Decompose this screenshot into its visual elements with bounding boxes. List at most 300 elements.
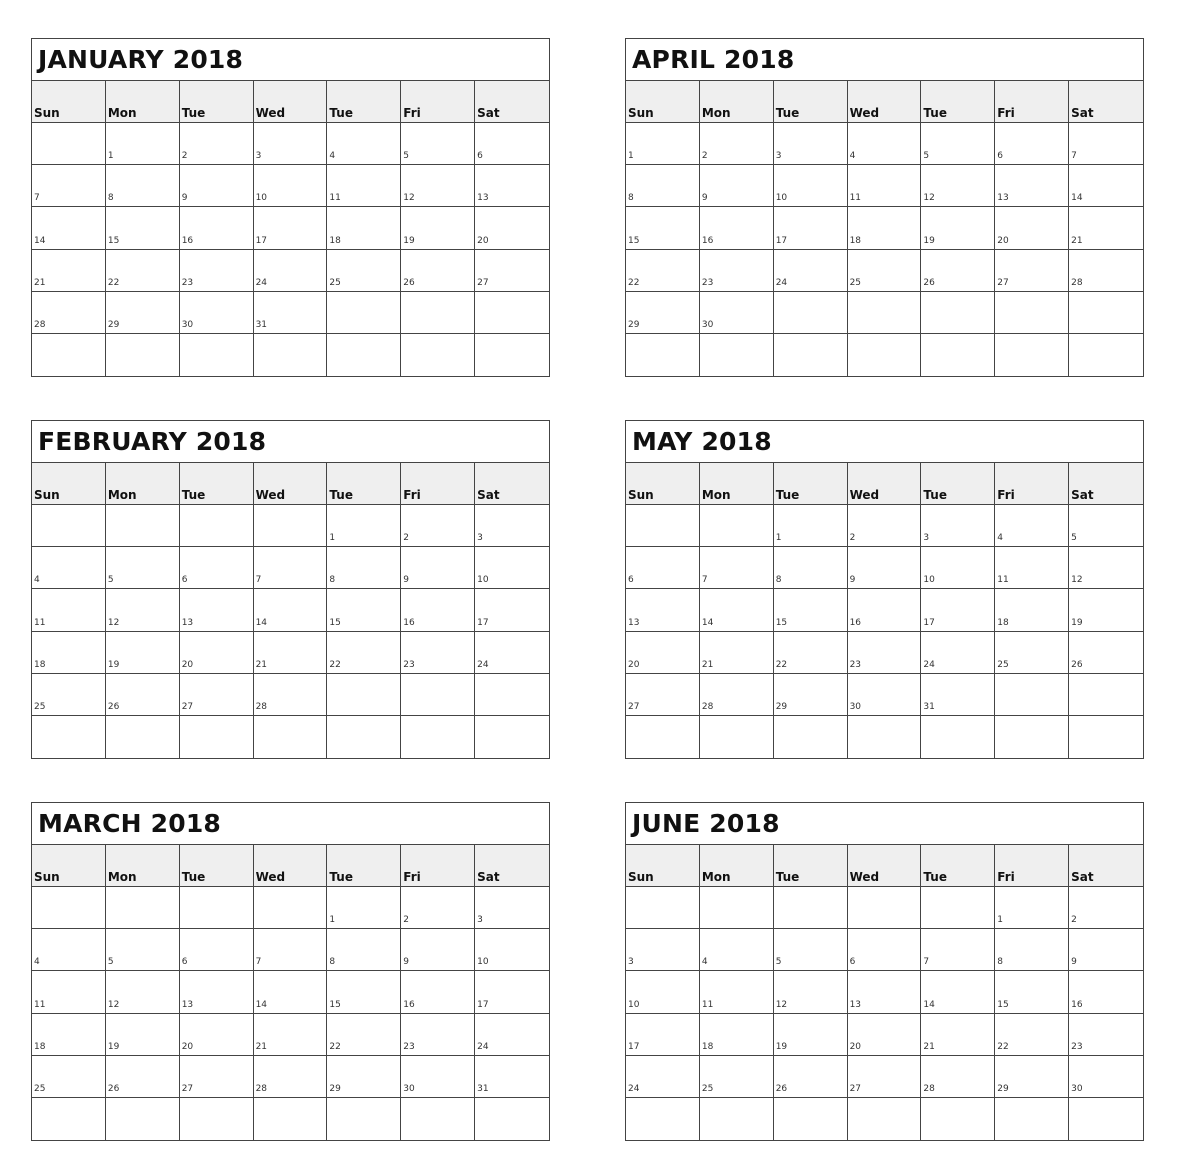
day-cell xyxy=(700,1014,774,1056)
day-number: 2 xyxy=(701,151,708,162)
month-calendar xyxy=(625,38,1144,377)
day-number: 18 xyxy=(34,659,46,670)
day-cell xyxy=(32,1098,106,1140)
day-number: 30 xyxy=(1071,1083,1083,1094)
weekday-label: Tue xyxy=(923,106,947,120)
day-number: 23 xyxy=(849,659,862,670)
day-number: 30 xyxy=(181,319,194,330)
day-number: 3 xyxy=(477,533,483,544)
day-cell xyxy=(1069,207,1143,249)
day-cell xyxy=(106,1014,180,1056)
day-number: 29 xyxy=(628,319,640,330)
day-cell xyxy=(475,547,549,589)
day-cell xyxy=(254,716,328,758)
day-number: 15 xyxy=(997,999,1009,1010)
day-number: 20 xyxy=(477,235,489,246)
day-cell xyxy=(626,674,700,716)
day-number: 10 xyxy=(775,193,788,204)
day-number: 4 xyxy=(329,151,336,162)
day-cell xyxy=(254,165,328,207)
day-number: 14 xyxy=(255,617,268,628)
day-number: 24 xyxy=(477,659,489,670)
month-title: APRIL 2018 xyxy=(626,39,1143,81)
day-cell xyxy=(475,589,549,631)
weekday-header xyxy=(401,81,475,123)
day-number: 27 xyxy=(181,1083,194,1094)
day-cell xyxy=(995,971,1069,1013)
day-number: 3 xyxy=(477,915,483,926)
weekday-header xyxy=(401,845,475,887)
weekday-header xyxy=(700,845,774,887)
weekday-label: Fri xyxy=(997,488,1015,502)
day-number: 27 xyxy=(628,701,640,712)
day-cell xyxy=(1069,123,1143,165)
day-number: 24 xyxy=(923,659,935,670)
day-cell xyxy=(1069,674,1143,716)
day-number: 18 xyxy=(997,617,1009,628)
weekday-label: Sun xyxy=(34,488,60,502)
day-cell xyxy=(327,1056,401,1098)
day-number: 21 xyxy=(701,659,714,670)
day-number: 24 xyxy=(775,277,788,288)
day-number: 14 xyxy=(923,999,935,1010)
weekday-header xyxy=(327,845,401,887)
day-cell xyxy=(254,929,328,971)
day-number: 22 xyxy=(329,659,341,670)
day-number: 8 xyxy=(329,575,336,586)
day-number: 14 xyxy=(255,999,268,1010)
day-cell xyxy=(401,1098,475,1140)
weekday-header xyxy=(700,81,774,123)
day-number: 21 xyxy=(1071,235,1083,246)
day-number: 1 xyxy=(107,151,114,162)
day-number: 23 xyxy=(1071,1041,1083,1052)
day-number: 10 xyxy=(923,575,935,586)
day-cell xyxy=(180,207,254,249)
calendar-grid xyxy=(626,463,1143,758)
day-cell xyxy=(626,505,700,547)
day-cell xyxy=(106,1098,180,1140)
day-number: 16 xyxy=(403,617,415,628)
day-number: 25 xyxy=(34,701,46,712)
day-cell xyxy=(1069,165,1143,207)
day-cell xyxy=(401,1014,475,1056)
day-cell xyxy=(106,165,180,207)
day-cell xyxy=(1069,505,1143,547)
day-cell xyxy=(626,1014,700,1056)
day-cell xyxy=(700,674,774,716)
weekday-header xyxy=(180,81,254,123)
day-cell xyxy=(700,207,774,249)
day-cell xyxy=(180,292,254,334)
day-number: 25 xyxy=(34,1083,46,1094)
day-cell xyxy=(774,674,848,716)
day-number: 10 xyxy=(477,575,489,586)
day-cell xyxy=(1069,250,1143,292)
weekday-header xyxy=(327,81,401,123)
day-number: 4 xyxy=(997,533,1004,544)
weekday-header xyxy=(32,845,106,887)
day-cell xyxy=(774,505,848,547)
day-cell xyxy=(626,716,700,758)
day-number: 5 xyxy=(1071,533,1077,544)
weekday-header xyxy=(106,463,180,505)
day-cell xyxy=(700,589,774,631)
day-cell xyxy=(848,165,922,207)
weekday-header xyxy=(1069,845,1143,887)
day-cell xyxy=(106,632,180,674)
weekday-header xyxy=(848,463,922,505)
weekday-label: Wed xyxy=(255,870,286,884)
weekday-label: Mon xyxy=(701,870,731,884)
day-cell xyxy=(401,716,475,758)
day-cell xyxy=(327,971,401,1013)
day-cell xyxy=(774,207,848,249)
day-cell xyxy=(180,165,254,207)
day-number: 9 xyxy=(403,575,410,586)
day-cell xyxy=(1069,971,1143,1013)
weekday-label: Sat xyxy=(1071,870,1094,884)
weekday-label: Tue xyxy=(329,870,353,884)
day-number: 27 xyxy=(181,701,194,712)
weekday-header xyxy=(32,463,106,505)
day-cell xyxy=(921,505,995,547)
day-number: 12 xyxy=(107,617,120,628)
day-number: 25 xyxy=(701,1083,714,1094)
day-cell xyxy=(327,674,401,716)
day-cell xyxy=(106,589,180,631)
day-number: 21 xyxy=(255,659,268,670)
day-number: 8 xyxy=(775,575,782,586)
day-number: 5 xyxy=(775,957,782,968)
month-title: JUNE 2018 xyxy=(626,803,1143,845)
day-cell xyxy=(921,292,995,334)
day-number: 31 xyxy=(255,319,268,330)
day-number: 7 xyxy=(34,193,40,204)
day-cell xyxy=(1069,1098,1143,1140)
day-cell xyxy=(848,632,922,674)
day-cell xyxy=(848,207,922,249)
day-cell xyxy=(700,929,774,971)
day-cell xyxy=(254,207,328,249)
day-cell xyxy=(774,292,848,334)
weekday-header xyxy=(626,463,700,505)
day-cell xyxy=(774,887,848,929)
calendar-grid xyxy=(626,81,1143,376)
day-cell xyxy=(475,1056,549,1098)
day-number: 26 xyxy=(775,1083,788,1094)
day-cell xyxy=(774,547,848,589)
day-cell xyxy=(32,334,106,376)
day-number: 13 xyxy=(849,999,862,1010)
weekday-label: Sun xyxy=(628,870,654,884)
day-number: 20 xyxy=(181,1041,194,1052)
day-number: 11 xyxy=(34,999,46,1010)
weekday-label: Tue xyxy=(923,870,947,884)
day-cell xyxy=(327,1098,401,1140)
day-number: 28 xyxy=(923,1083,935,1094)
day-cell xyxy=(106,887,180,929)
weekday-label: Tue xyxy=(775,488,800,502)
day-number: 1 xyxy=(628,151,634,162)
weekday-header xyxy=(1069,463,1143,505)
day-cell xyxy=(475,1098,549,1140)
day-cell xyxy=(401,505,475,547)
day-cell xyxy=(254,250,328,292)
day-cell xyxy=(327,929,401,971)
day-number: 12 xyxy=(403,193,415,204)
weekday-header xyxy=(995,81,1069,123)
day-cell xyxy=(626,1056,700,1098)
weekday-label: Sat xyxy=(477,488,500,502)
day-number: 9 xyxy=(181,193,188,204)
day-cell xyxy=(700,123,774,165)
weekday-header xyxy=(921,845,995,887)
day-cell xyxy=(921,334,995,376)
day-number: 28 xyxy=(34,319,46,330)
weekday-header xyxy=(774,81,848,123)
day-number: 5 xyxy=(107,575,114,586)
day-cell xyxy=(401,250,475,292)
day-cell xyxy=(626,1098,700,1140)
day-number: 24 xyxy=(628,1083,640,1094)
day-number: 16 xyxy=(849,617,862,628)
day-number: 19 xyxy=(1071,617,1083,628)
day-cell xyxy=(995,674,1069,716)
day-cell xyxy=(995,589,1069,631)
day-number: 23 xyxy=(403,1041,415,1052)
day-cell xyxy=(995,292,1069,334)
day-cell xyxy=(180,887,254,929)
weekday-header xyxy=(626,81,700,123)
day-cell xyxy=(995,123,1069,165)
day-number: 18 xyxy=(849,235,862,246)
day-cell xyxy=(848,1014,922,1056)
weekday-header xyxy=(401,463,475,505)
day-cell xyxy=(848,971,922,1013)
day-cell xyxy=(1069,887,1143,929)
day-number: 16 xyxy=(701,235,714,246)
weekday-header xyxy=(32,81,106,123)
day-cell xyxy=(995,250,1069,292)
day-cell xyxy=(995,1098,1069,1140)
weekday-header xyxy=(254,463,328,505)
day-number: 23 xyxy=(701,277,714,288)
day-number: 9 xyxy=(701,193,708,204)
day-number: 29 xyxy=(997,1083,1009,1094)
day-cell xyxy=(254,292,328,334)
day-number: 28 xyxy=(701,701,714,712)
weekday-label: Tue xyxy=(329,106,353,120)
day-number: 28 xyxy=(1071,277,1083,288)
weekday-label: Fri xyxy=(997,106,1015,120)
day-cell xyxy=(848,123,922,165)
day-number: 22 xyxy=(775,659,788,670)
day-number: 29 xyxy=(107,319,120,330)
day-cell xyxy=(106,505,180,547)
day-cell xyxy=(254,123,328,165)
day-cell xyxy=(32,250,106,292)
day-cell xyxy=(106,207,180,249)
day-cell xyxy=(475,632,549,674)
day-number: 11 xyxy=(701,999,714,1010)
weekday-header xyxy=(327,463,401,505)
day-number: 7 xyxy=(1071,151,1077,162)
day-cell xyxy=(921,716,995,758)
day-cell xyxy=(180,716,254,758)
day-number: 11 xyxy=(329,193,341,204)
day-number: 18 xyxy=(329,235,341,246)
day-number: 22 xyxy=(997,1041,1009,1052)
weekday-header xyxy=(106,81,180,123)
day-number: 9 xyxy=(403,957,410,968)
day-cell xyxy=(32,547,106,589)
day-number: 2 xyxy=(1071,915,1077,926)
day-cell xyxy=(921,1014,995,1056)
day-number: 15 xyxy=(329,999,341,1010)
day-cell xyxy=(848,292,922,334)
day-cell xyxy=(921,165,995,207)
day-number: 21 xyxy=(34,277,46,288)
day-number: 12 xyxy=(775,999,788,1010)
day-number: 5 xyxy=(107,957,114,968)
day-cell xyxy=(32,887,106,929)
day-cell xyxy=(106,674,180,716)
day-cell xyxy=(848,547,922,589)
day-number: 20 xyxy=(997,235,1009,246)
day-cell xyxy=(106,716,180,758)
day-cell xyxy=(32,292,106,334)
day-number: 6 xyxy=(477,151,483,162)
day-cell xyxy=(995,887,1069,929)
day-cell xyxy=(475,207,549,249)
day-number: 8 xyxy=(329,957,336,968)
day-cell xyxy=(921,887,995,929)
weekday-header xyxy=(995,463,1069,505)
day-number: 4 xyxy=(701,957,708,968)
day-cell xyxy=(180,589,254,631)
day-cell xyxy=(475,674,549,716)
calendar-grid xyxy=(32,845,549,1140)
day-cell xyxy=(921,1056,995,1098)
day-cell xyxy=(995,1014,1069,1056)
day-number: 14 xyxy=(34,235,46,246)
day-cell xyxy=(848,674,922,716)
day-number: 1 xyxy=(329,915,336,926)
day-cell xyxy=(995,1056,1069,1098)
day-number: 14 xyxy=(1071,193,1083,204)
day-number: 10 xyxy=(255,193,268,204)
weekday-label: Tue xyxy=(181,870,206,884)
day-cell xyxy=(401,971,475,1013)
day-number: 29 xyxy=(775,701,788,712)
day-cell xyxy=(327,334,401,376)
day-cell xyxy=(327,589,401,631)
day-number: 22 xyxy=(329,1041,341,1052)
day-cell xyxy=(401,887,475,929)
day-cell xyxy=(327,207,401,249)
day-cell xyxy=(774,716,848,758)
day-number: 31 xyxy=(477,1083,489,1094)
weekday-header xyxy=(475,845,549,887)
day-cell xyxy=(774,250,848,292)
day-cell xyxy=(180,250,254,292)
day-cell xyxy=(401,547,475,589)
day-number: 9 xyxy=(849,575,856,586)
day-cell xyxy=(180,929,254,971)
day-cell xyxy=(921,929,995,971)
day-number: 15 xyxy=(107,235,120,246)
day-cell xyxy=(401,632,475,674)
day-cell xyxy=(848,929,922,971)
day-number: 6 xyxy=(628,575,634,586)
month-calendar xyxy=(31,38,550,377)
day-number: 17 xyxy=(477,999,489,1010)
day-cell xyxy=(700,505,774,547)
day-number: 2 xyxy=(849,533,856,544)
weekday-header xyxy=(180,845,254,887)
calendar-grid xyxy=(626,845,1143,1140)
day-number: 24 xyxy=(477,1041,489,1052)
day-cell xyxy=(995,505,1069,547)
day-cell xyxy=(774,165,848,207)
day-cell xyxy=(700,165,774,207)
day-number: 10 xyxy=(477,957,489,968)
day-number: 3 xyxy=(775,151,782,162)
day-cell xyxy=(475,250,549,292)
day-cell xyxy=(32,1056,106,1098)
day-cell xyxy=(401,165,475,207)
day-number: 16 xyxy=(181,235,194,246)
day-number: 6 xyxy=(849,957,856,968)
day-cell xyxy=(254,505,328,547)
day-cell xyxy=(1069,632,1143,674)
weekday-label: Tue xyxy=(329,488,353,502)
day-cell xyxy=(32,929,106,971)
day-cell xyxy=(848,334,922,376)
day-cell xyxy=(700,1098,774,1140)
day-number: 11 xyxy=(849,193,862,204)
day-number: 26 xyxy=(403,277,415,288)
day-cell xyxy=(106,250,180,292)
day-number: 30 xyxy=(701,319,714,330)
day-number: 1 xyxy=(329,533,336,544)
day-cell xyxy=(700,292,774,334)
day-cell xyxy=(774,123,848,165)
day-number: 21 xyxy=(255,1041,268,1052)
day-number: 18 xyxy=(701,1041,714,1052)
day-cell xyxy=(254,1014,328,1056)
day-number: 25 xyxy=(997,659,1009,670)
day-cell xyxy=(475,887,549,929)
day-number: 28 xyxy=(255,701,268,712)
day-cell xyxy=(626,165,700,207)
weekday-header xyxy=(475,463,549,505)
weekday-header xyxy=(254,81,328,123)
day-cell xyxy=(626,929,700,971)
day-cell xyxy=(475,334,549,376)
day-cell xyxy=(106,547,180,589)
day-cell xyxy=(700,971,774,1013)
day-cell xyxy=(401,123,475,165)
day-cell xyxy=(32,165,106,207)
day-cell xyxy=(995,632,1069,674)
day-cell xyxy=(180,123,254,165)
weekday-label: Mon xyxy=(107,106,137,120)
day-cell xyxy=(327,123,401,165)
day-cell xyxy=(921,1098,995,1140)
day-cell xyxy=(995,547,1069,589)
